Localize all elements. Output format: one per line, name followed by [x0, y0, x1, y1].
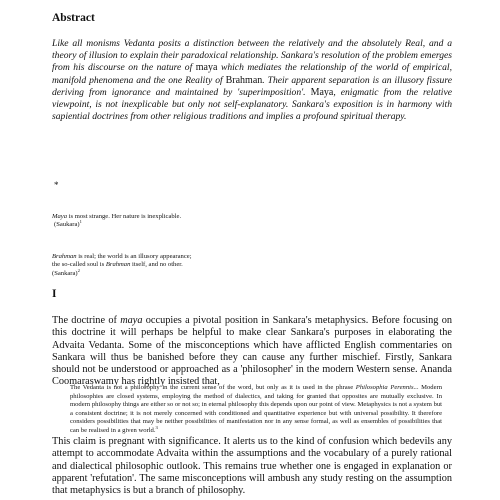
paragraph-text: occupies a pivotal position in Sankara's metaphysics. Before focusing on this doctrine it will perhaps be helpful to make clear Sankara's purposes in elaborating the Advaita Vedanta. Some of the misconceptions which have afflicted English commentaries on Sankara will thus be banished before they can cause any further mischief. Firstly, Sankara should not be understood or approached as a 'philosopher' in the modern Western sense. Ananda Coomaraswamy has rightly insisted that,	[52, 315, 453, 388]
epigraph-term: Brahman	[52, 253, 77, 260]
abstract-segment: which mediates the relationship of the world of empirical, manifold phenomena and the one Reality of	[52, 62, 452, 86]
abstract-segment: Like all monisms Vedanta posits a distinction between the relatively and the absolutely Real, and a theory of illusion to explain their paradoxical relationship. Sankara's resolution of the problem emerges from his discourse on the nature of	[52, 38, 452, 74]
footnote-marker[interactable]: 2	[77, 267, 80, 273]
epigraph-brahman	[52, 253, 352, 278]
abstract-term-maya: Maya	[310, 86, 334, 98]
epigraph-text: is real; the world is an illusory appearance;	[76, 253, 192, 260]
abstract-term-brahman: Brahman	[225, 74, 263, 86]
quote-text: ... Modern philosophies are closed systems, employing the method of dialectics, and taking for granted that opposites are mutually exclusive. In modern philosophy things are either so or not so; in eternal philosophy this depends upon our point of view. Metaphysics is not a system but a consistent doctrine; it is not merely concerned with conditioned and quantitative experience but with universal possibility. It therefore considers possibilities that may be neither possibilities of manifestation nor in any sense formal, as well as ensembles of possibilities that can be realised in a given world.	[70, 384, 442, 434]
epigraph-text: the so-called soul is	[52, 261, 106, 269]
footnote-marker[interactable]: 1	[79, 219, 82, 225]
paragraph-term: maya	[120, 315, 143, 326]
body-paragraph: This claim is pregnant with significance. It alerts us to the kind of confusion which bedevils any attempt to accommodate Advaita within the assumptions and the vocabulary of a purely rational and dialectical philosophic outlook. This remains true whether one is engaged in explanation or apparent 'refutation'. The same misconceptions will ambush any study resting on the assumption that metaphysics is but a branch of philosophy.	[52, 436, 452, 497]
epigraph-term: Brahman	[105, 261, 131, 269]
footnote-marker[interactable]: 3	[155, 424, 158, 430]
quote-term: Philosophia Perennis	[355, 384, 414, 391]
quote-text: The Vedanta is not a philosophy in the current sense of the word, but only as it is used in the phrase	[70, 384, 356, 391]
section-heading: I	[52, 288, 57, 300]
abstract-term-maya: maya	[195, 62, 218, 74]
epigraph-attribution: (Sankara)	[52, 269, 78, 277]
abstract-segment: . Their apparent separation is an illusory fissure deriving from ignorance and maintained by 'superimposition'.	[52, 74, 452, 98]
abstract-segment: , enigmatic from the relative viewpoint, is not inexplicable but only not self-explanatory. Sankara's exposition is in harmony with sapiential doctrines from other religious traditions and implies a profound spiritual therapy.	[52, 86, 452, 123]
section-separator: *	[54, 180, 59, 190]
abstract-text	[52, 38, 452, 123]
abstract-heading: Abstract	[52, 12, 95, 24]
epigraph-text: itself, and no other.	[130, 261, 183, 269]
paragraph-text: The doctrine of	[52, 315, 121, 326]
epigraph-text: is most strange. Her nature is inexplicable.	[67, 213, 182, 220]
epigraph-maya	[52, 213, 352, 230]
epigraph-attribution: (Saukara)	[54, 221, 80, 229]
epigraph-term: Maya	[52, 213, 68, 220]
body-paragraph	[52, 315, 452, 389]
block-quote	[70, 384, 442, 435]
